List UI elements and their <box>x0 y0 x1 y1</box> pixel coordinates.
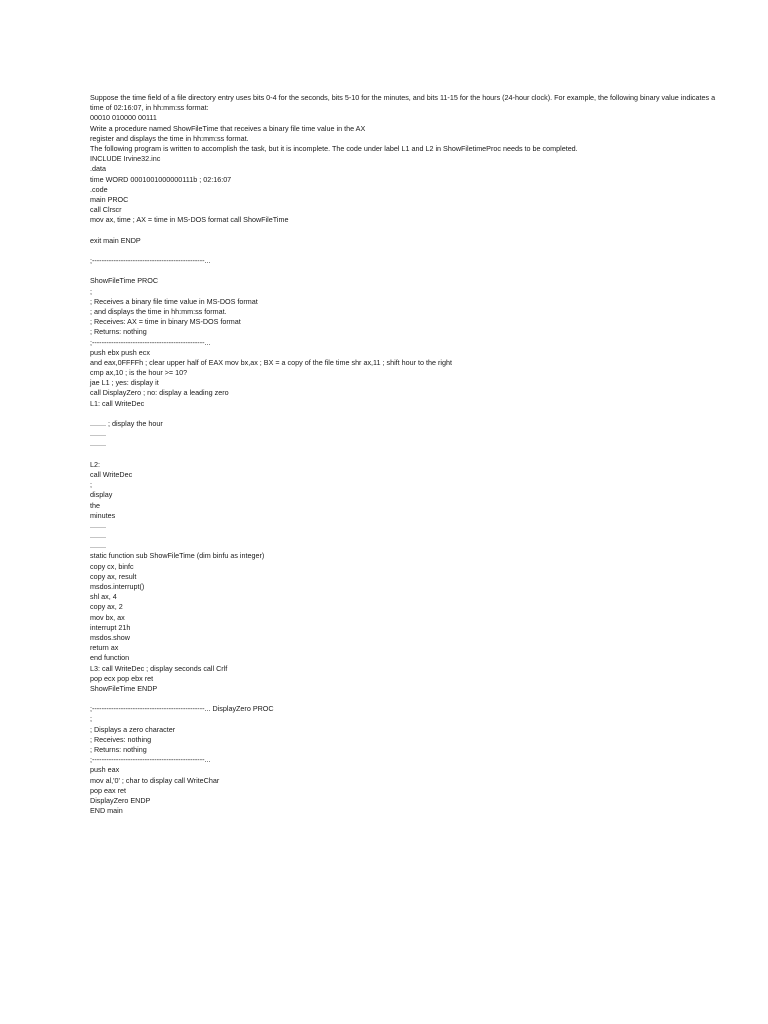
code-separator: ;-----------------------------------------------... <box>90 256 211 266</box>
code-line: display <box>90 490 113 500</box>
code-line: interrupt 21h <box>90 622 131 632</box>
blank-line <box>90 694 730 704</box>
code-line: ; and displays the time in hh:mm:ss format. <box>90 306 227 316</box>
code-line: shl ax, 4 <box>90 592 117 602</box>
blank-line <box>90 409 730 419</box>
code-separator: ;-----------------------------------------------... <box>90 755 211 765</box>
code-line: msdos.show <box>90 632 130 642</box>
blank-line <box>90 450 730 460</box>
code-line: pop ecx pop ebx ret <box>90 673 154 683</box>
code-line: exit main ENDP <box>90 235 141 245</box>
code-line: copy ax, 2 <box>90 602 123 612</box>
code-line: ........ <box>90 439 106 449</box>
document-page <box>90 93 730 816</box>
blank-line <box>90 266 730 276</box>
task-line: Write a procedure named ShowFileTime that receives a binary file time value in the AX <box>90 123 366 133</box>
intro-paragraph: Suppose the time field of a file directory entry uses bits 0-4 for the seconds, bits 5-10 for the minutes, and bits 11-15 for the hours (24-hour clock). For example, the following binary value indicates a time of 02:16:07, in hh:mm:ss format: <box>90 93 716 113</box>
code-line: push ebx push ecx <box>90 347 150 357</box>
code-line: jae L1 ; yes: display it <box>90 378 159 388</box>
code-line: .code <box>90 184 108 194</box>
code-line: L1: call WriteDec <box>90 398 145 408</box>
binary-example: 00010 010000 00111 <box>90 113 157 123</box>
code-line: time WORD 0001001000000111b ; 02:16:07 <box>90 174 232 184</box>
code-line: copy ax, result <box>90 571 137 581</box>
code-line: L3: call WriteDec ; display seconds call Crlf <box>90 663 228 673</box>
code-line: ; Receives: nothing <box>90 734 152 744</box>
code-line: ; <box>90 480 92 490</box>
code-line: .data <box>90 164 106 174</box>
code-line: ; Displays a zero character <box>90 724 176 734</box>
code-line: mov bx, ax <box>90 612 125 622</box>
task-line: register and displays the time in hh:mm:ss format. <box>90 133 249 143</box>
code-line: call DisplayZero ; no: display a leading zero <box>90 388 229 398</box>
code-line: and eax,0FFFFh ; clear upper half of EAX mov bx,ax ; BX = a copy of the file time shr ax,11 ; shift hour to the right <box>90 357 453 367</box>
code-line: ........ <box>90 541 106 551</box>
code-line: ........ <box>90 429 106 439</box>
code-line: copy cx, binfc <box>90 561 134 571</box>
code-line: cmp ax,10 ; is the hour >= 10? <box>90 368 188 378</box>
code-line: L2: <box>90 459 100 469</box>
code-line: minutes <box>90 510 116 520</box>
code-line: ; <box>90 714 92 724</box>
code-line: ShowFileTime ENDP <box>90 683 158 693</box>
code-line: end function <box>90 653 130 663</box>
code-line: ........ <box>90 531 106 541</box>
code-line: pop eax ret <box>90 785 126 795</box>
code-line: call WriteDec <box>90 469 133 479</box>
code-line: INCLUDE Irvine32.inc <box>90 154 161 164</box>
code-line: mov al,'0' ; char to display call WriteChar <box>90 775 220 785</box>
code-line: ; <box>90 286 92 296</box>
code-line: END main <box>90 806 123 816</box>
code-line: ShowFileTime PROC <box>90 276 159 286</box>
code-line: ; Receives: AX = time in binary MS-DOS format <box>90 317 241 327</box>
blank-line <box>90 246 730 256</box>
code-line: msdos.interrupt() <box>90 582 145 592</box>
code-line: ; Returns: nothing <box>90 745 147 755</box>
code-line: call Clrscr <box>90 205 122 215</box>
code-line: DisplayZero ENDP <box>90 795 151 805</box>
code-line: the <box>90 500 100 510</box>
code-line: ; Returns: nothing <box>90 327 147 337</box>
code-line: ........ <box>90 520 106 530</box>
code-line: main PROC <box>90 194 129 204</box>
code-separator: ;-----------------------------------------------... <box>90 337 211 347</box>
code-line: mov ax, time ; AX = time in MS-DOS format call ShowFileTime <box>90 215 289 225</box>
task-line: The following program is written to accomplish the task, but it is incomplete. The code under label L1 and L2 in ShowFiletimeProc needs to be completed. <box>90 143 578 153</box>
blank-line <box>90 225 730 235</box>
code-line: ........ ; display the hour <box>90 419 163 429</box>
code-line: static function sub ShowFileTime (dim binfu as integer) <box>90 551 265 561</box>
code-line: ; Receives a binary file time value in MS-DOS format <box>90 296 258 306</box>
code-separator: ;-----------------------------------------------... DisplayZero PROC <box>90 704 274 714</box>
code-line: push eax <box>90 765 120 775</box>
code-line: return ax <box>90 643 119 653</box>
